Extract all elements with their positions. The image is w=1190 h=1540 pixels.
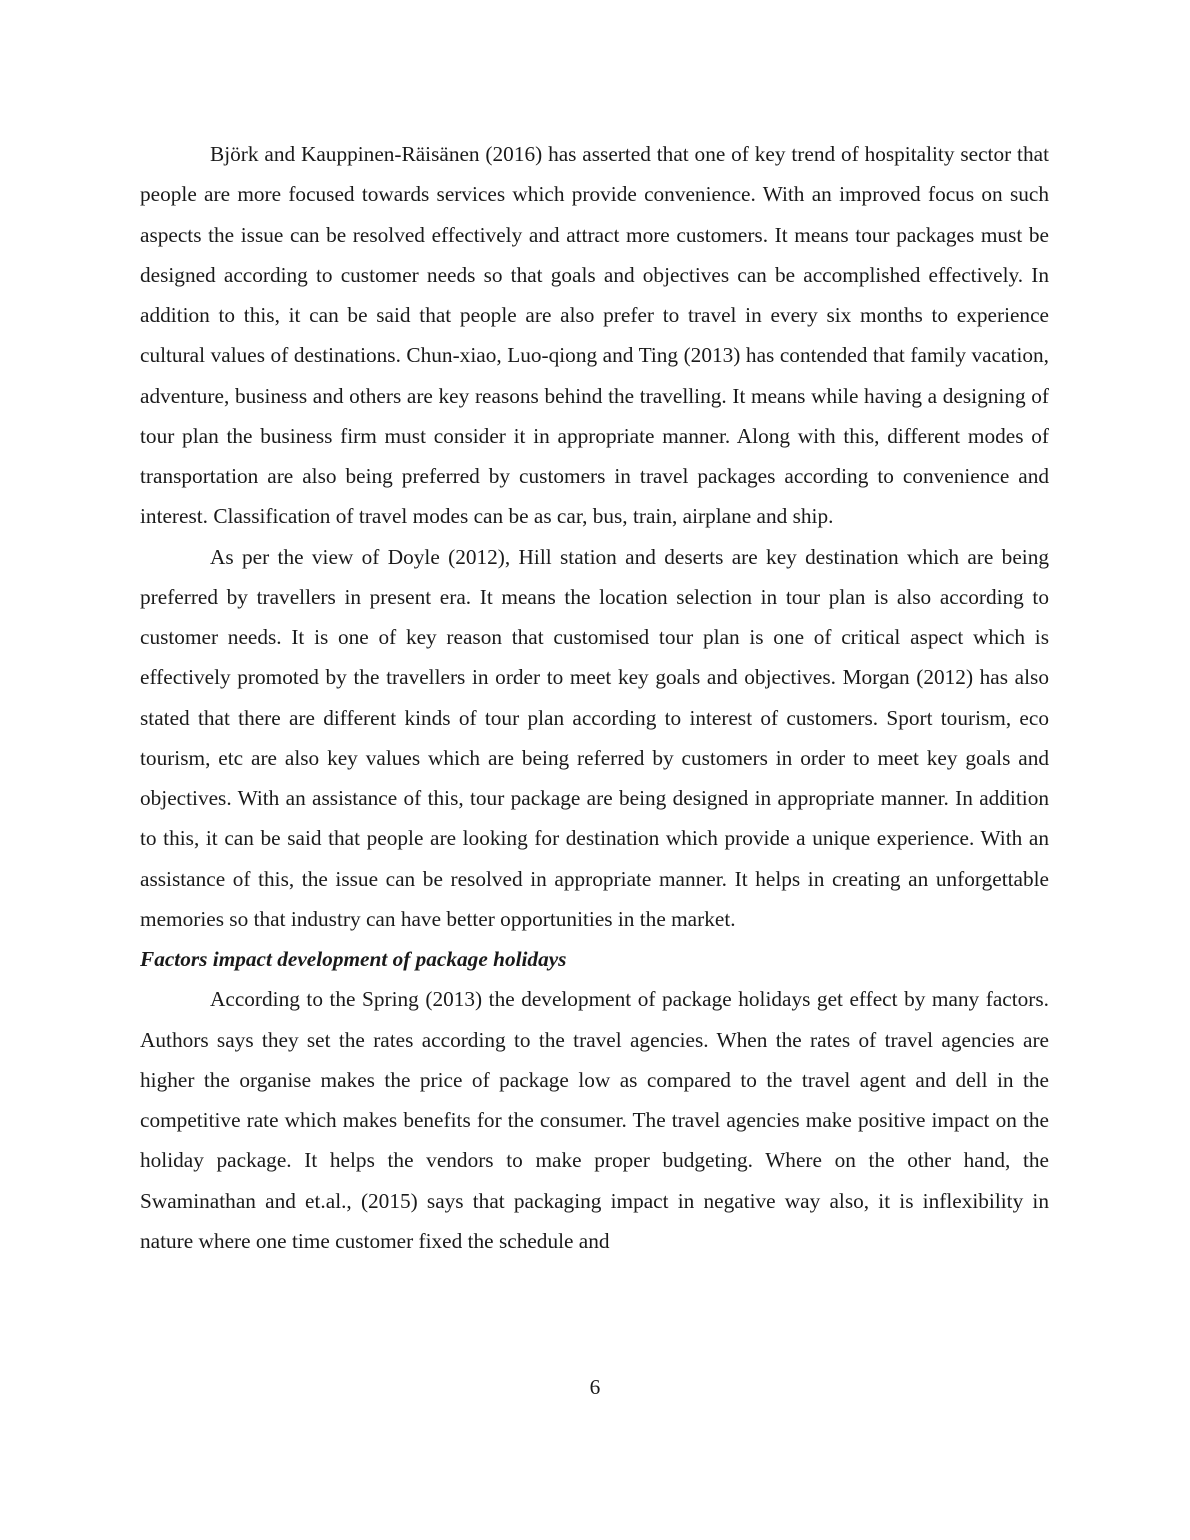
- page-body: [140, 134, 1049, 1261]
- paragraph-1: Björk and Kauppinen-Räisänen (2016) has asserted that one of key trend of hospitality sector that people are more focused towards services which provide convenience. With an improved focus on such aspects the issue can be resolved effectively and attract more customers. It means tour packages must be designed according to customer needs so that goals and objectives can be accomplished effectively. In addition to this, it can be said that people are also prefer to travel in every six months to experience cultural values of destinations. Chun-xiao, Luo-qiong and Ting (2013) has contended that family vacation, adventure, business and others are key reasons behind the travelling. It means while having a designing of tour plan the business firm must consider it in appropriate manner. Along with this, different modes of transportation are also being preferred by customers in travel packages according to convenience and interest. Classification of travel modes can be as car, bus, train, airplane and ship.: [140, 142, 1049, 529]
- page-number: 6: [589, 1375, 601, 1399]
- section-heading: Factors impact development of package holidays: [140, 947, 567, 971]
- paragraph-3: According to the Spring (2013) the development of package holidays get effect by many factors. Authors says they set the rates according to the travel agencies. When the rates of travel agencies are higher the organise makes the price of package low as compared to the travel agent and dell in the competitive rate which makes benefits for the consumer. The travel agencies make positive impact on the holiday package. It helps the vendors to make proper budgeting. Where on the other hand, the Swaminathan and et.al., (2015) says that packaging impact in negative way also, it is inflexibility in nature where one time customer fixed the schedule and: [140, 987, 1049, 1253]
- paragraph-2: As per the view of Doyle (2012), Hill station and deserts are key destination which are being preferred by travellers in present era. It means the location selection in tour plan is also according to customer needs. It is one of key reason that customised tour plan is one of critical aspect which is effectively promoted by the travellers in order to meet key goals and objectives. Morgan (2012) has also stated that there are different kinds of tour plan according to interest of customers. Sport tourism, eco tourism, etc are also key values which are being referred by customers in order to meet key goals and objectives. With an assistance of this, tour package are being designed in appropriate manner. In addition to this, it can be said that people are looking for destination which provide a unique experience. With an assistance of this, the issue can be resolved in appropriate manner. It helps in creating an unforgettable memories so that industry can have better opportunities in the market.: [140, 544, 1049, 931]
